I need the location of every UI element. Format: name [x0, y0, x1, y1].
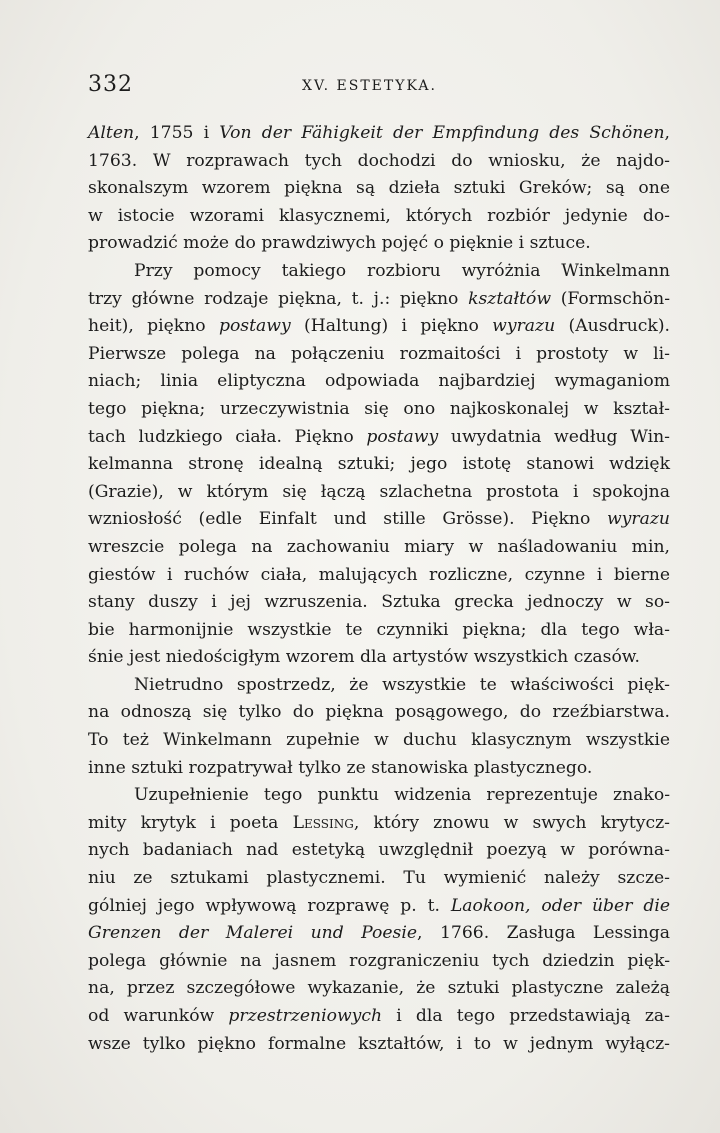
text-segment: (Haltung) i piękno [290, 316, 493, 337]
text-segment: nych badaniach nad estetyką uwzględnił poezyą w porówna- [88, 840, 670, 861]
text-segment: (Ausdruck). [555, 316, 671, 337]
text-segment: śnie jest niedościgłym wzorem dla artystów wszystkich czasów. [88, 647, 640, 668]
text-segment: na odnoszą się tylko do piękna posągowego, do rzeźbiarstwa. [88, 702, 670, 723]
text-segment: , 1755 i [134, 123, 220, 143]
text-segment: na, przez szczegółowe wykazanie, że sztuki plastyczne zależą [88, 978, 670, 999]
text-segment: inne sztuki rozpatrywał tylko ze stanowiska plastycznego. [88, 757, 593, 778]
text-segment: polega głównie na jasnem rozgraniczeniu tych dziedzin pięk- [88, 950, 670, 971]
italic-text: wyrazu [492, 316, 556, 337]
text-line [88, 451, 670, 479]
text-line [88, 948, 670, 976]
text-line [88, 534, 670, 562]
text-line [88, 562, 670, 590]
text-line [88, 148, 670, 176]
text-line [88, 230, 670, 258]
text-segment: wsze tylko piękno formalne kształtów, i to w jednym wyłącz- [88, 1033, 670, 1054]
text-segment: i dla tego przedstawiają za- [382, 1006, 670, 1026]
text-line [88, 865, 670, 893]
text-segment: w istocie wzorami klasycznemi, których rozbiór jedynie do- [88, 205, 670, 226]
text-segment: wreszcie polega na zachowaniu miary w naśladowaniu min, [88, 536, 670, 557]
text-line [88, 1003, 670, 1031]
text-line [88, 920, 670, 948]
text-line [88, 203, 670, 231]
text-line [88, 175, 670, 203]
text-segment: bie harmonijnie wszystkie te czynniki piękna; dla tego wła- [88, 619, 670, 640]
text-line [88, 589, 670, 617]
text-line [88, 755, 670, 783]
italic-text: Laokoon, oder über die [450, 895, 670, 916]
text-line [88, 837, 670, 865]
italic-text: Grenzen der Malerei und Poesie [88, 923, 418, 944]
italic-text: przestrzeniowych [228, 1006, 383, 1026]
text-line [88, 1031, 670, 1059]
text-line [88, 617, 670, 645]
text-line [88, 368, 670, 396]
italic-text: Von der Fähigkeit der Empfindung des Schönen [219, 123, 665, 143]
text-segment: Uzupełnienie tego punktu widzenia reprezentuje znako- [134, 785, 670, 806]
text-line [88, 810, 670, 838]
italic-text: postawy [366, 426, 439, 447]
text-segment: tego piękna; urzeczywistnia się ono najkoskonalej w kształ- [88, 398, 670, 419]
text-segment: kelmanna stronę idealną sztuki; jego istotę stanowi wdzięk [88, 454, 670, 475]
text-segment: (Grazie), w którym się łączą szlachetna prostota i spokojna [88, 481, 670, 502]
text-segment: prowadzić może do prawdziwych pojęć o pięknie i sztuce. [88, 233, 591, 254]
page-number: 332 [88, 72, 133, 97]
text-segment: giestów i ruchów ciała, malujących rozliczne, czynne i bierne [88, 564, 670, 585]
italic-text: Alten [88, 123, 135, 143]
text-segment: To też Winkelmann zupełnie w duchu klasycznym wszystkie [88, 730, 670, 751]
small-caps-name: Lessing [292, 812, 354, 833]
text-segment: skonalszym wzorem piękna są dzieła sztuki Greków; są one [88, 178, 670, 199]
text-line [88, 258, 670, 286]
text-segment: heit), piękno [88, 316, 219, 337]
text-line [88, 699, 670, 727]
text-segment: , który znowu w swych krytycz- [353, 812, 670, 833]
text-segment: tach ludzkiego ciała. Piękno [88, 426, 367, 447]
text-segment: (Formschön- [551, 288, 670, 309]
text-line [88, 893, 670, 921]
text-segment: , [664, 123, 671, 143]
italic-text: wyrazu [606, 509, 670, 530]
text-line [88, 644, 670, 672]
text-line [88, 120, 670, 148]
running-head: XV. ESTETYKA. [302, 78, 437, 94]
text-segment: wzniosłość (edle Einfalt und stille Grösse). Piękno [88, 509, 607, 530]
text-segment: niu ze sztukami plastycznemi. Tu wymienić należy szcze- [88, 868, 670, 889]
text-segment: gólniej jego wpływową rozprawę p. t. [88, 895, 451, 916]
text-segment: niach; linia eliptyczna odpowiada najbardziej wymaganiom [88, 371, 670, 392]
text-segment: trzy główne rodzaje piękna, t. j.: piękno [88, 288, 469, 309]
text-line [88, 479, 670, 507]
text-line [88, 782, 670, 810]
page-header [88, 72, 670, 104]
italic-text: postawy [218, 316, 291, 337]
text-line [88, 975, 670, 1003]
text-line [88, 424, 670, 452]
text-line [88, 506, 670, 534]
text-segment: od warunków [88, 1006, 229, 1026]
text-line [88, 672, 670, 700]
text-segment: uwydatnia według Win- [438, 426, 670, 447]
text-line [88, 286, 670, 314]
text-line [88, 341, 670, 369]
text-line [88, 727, 670, 755]
text-segment: , 1766. Zasługa Lessinga [417, 923, 670, 944]
text-segment: mity krytyk i poeta [88, 812, 293, 833]
italic-text: kształtów [468, 288, 552, 309]
text-segment: 1763. W rozprawach tych dochodzi do wniosku, że najdo- [88, 150, 670, 171]
text-segment: Pierwsze polega na połączeniu rozmaitości i prostoty w li- [88, 343, 670, 364]
text-segment: Przy pomocy takiego rozbioru wyróżnia Winkelmann [134, 260, 670, 281]
text-line [88, 313, 670, 341]
text-segment: Nietrudno spostrzedz, że wszystkie te właściwości pięk- [134, 674, 670, 695]
text-segment: stany duszy i jej wzruszenia. Sztuka grecka jednoczy w so- [88, 592, 670, 613]
body-text [88, 120, 670, 1058]
text-line [88, 396, 670, 424]
